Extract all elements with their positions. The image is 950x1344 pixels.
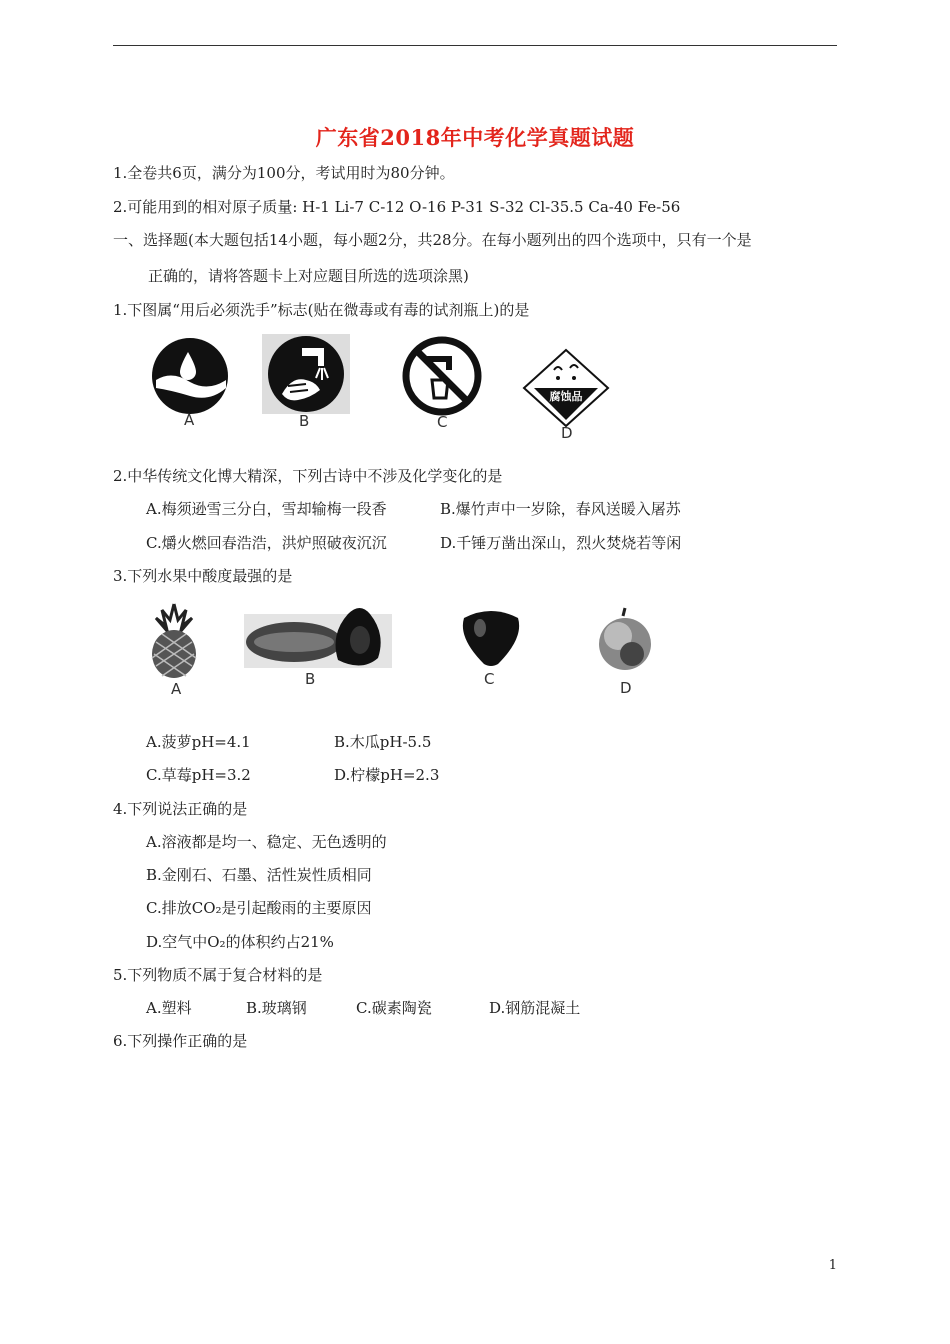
q2-option-b: B.爆竹声中一岁除，春风送暖入屠苏 [440, 500, 681, 518]
corrosive-diamond-sign-icon [522, 348, 610, 428]
q2-option-d: D.千锤万凿出深山，烈火焚烧若等闲 [440, 534, 682, 552]
q4-stem: 4.下列说法正确的是 [113, 800, 248, 818]
q5-stem: 5.下列物质不属于复合材料的是 [113, 966, 323, 984]
section-heading: 一、选择题(本大题包括14小题，每小题2分，共28分。在每小题列出的四个选项中，只有一个是 [113, 231, 752, 249]
section-heading-continued: 正确的，请将答题卡上对应题目所选的选项涂黑) [148, 267, 469, 285]
q4-option-c: C.排放CO₂是引起酸雨的主要原因 [146, 899, 372, 917]
q3-label-c: C [484, 670, 495, 688]
q1-label-c: C [437, 413, 448, 431]
papaya-icon [244, 600, 392, 670]
q4-option-a: A.溶液都是均一、稳定、无色透明的 [146, 833, 387, 851]
q4-option-b: B.金刚石、石墨、活性炭性质相同 [146, 866, 372, 884]
q3-label-a: A [171, 680, 182, 698]
q3-option-d: D.柠檬pH=2.3 [334, 766, 440, 784]
lemon-icon [596, 608, 654, 670]
hand-water-drop-sign-icon [150, 336, 230, 416]
q4-option-d: D.空气中O₂的体积约占21% [146, 933, 334, 951]
q3-option-c: C.草莓pH=3.2 [146, 766, 251, 784]
q5-option-c: C.碳素陶瓷 [356, 999, 432, 1017]
q6-stem: 6.下列操作正确的是 [113, 1032, 248, 1050]
note-2: 2.可能用到的相对原子质量: H-1 Li-7 C-12 O-16 P-31 S-32 Cl-35.5 Ca-40 Fe-56 [113, 198, 681, 216]
q1-label-a: A [184, 411, 195, 429]
q3-label-d: D [620, 679, 632, 697]
q5-option-a: A.塑料 [146, 999, 192, 1017]
q1-sign-d-text: 腐蚀品 [549, 390, 583, 403]
header-rule [113, 45, 837, 46]
note-1: 1.全卷共6页，满分为100分，考试用时为80分钟。 [113, 164, 455, 182]
q3-stem: 3.下列水果中酸度最强的是 [113, 567, 293, 585]
strawberry-icon [458, 608, 524, 668]
q1-stem: 1.下图属“用后必须洗手”标志(贴在微毒或有毒的试剂瓶上)的是 [113, 301, 530, 319]
q2-option-c: C.爝火燃回春浩浩，洪炉照破夜沉沉 [146, 534, 387, 552]
q5-option-d: D.钢筋混凝土 [489, 999, 581, 1017]
pineapple-icon [146, 604, 202, 678]
wash-hands-sign-icon [262, 334, 350, 414]
q5-option-b: B.玻璃钢 [246, 999, 307, 1017]
q2-option-a: A.梅须逊雪三分白，雪却输梅一段香 [146, 500, 387, 518]
page-title: 广东省2018年中考化学真题试题 [315, 125, 635, 150]
q3-option-a: A.菠萝pH=4.1 [146, 733, 251, 751]
q3-label-b: B [305, 670, 316, 688]
q3-option-b: B.木瓜pH-5.5 [334, 733, 432, 751]
page-number: 1 [828, 1258, 837, 1273]
q1-label-d: D [561, 424, 573, 442]
q1-label-b: B [299, 412, 310, 430]
q2-stem: 2.中华传统文化博大精深，下列古诗中不涉及化学变化的是 [113, 467, 503, 485]
no-drinking-sign-icon [400, 336, 484, 416]
